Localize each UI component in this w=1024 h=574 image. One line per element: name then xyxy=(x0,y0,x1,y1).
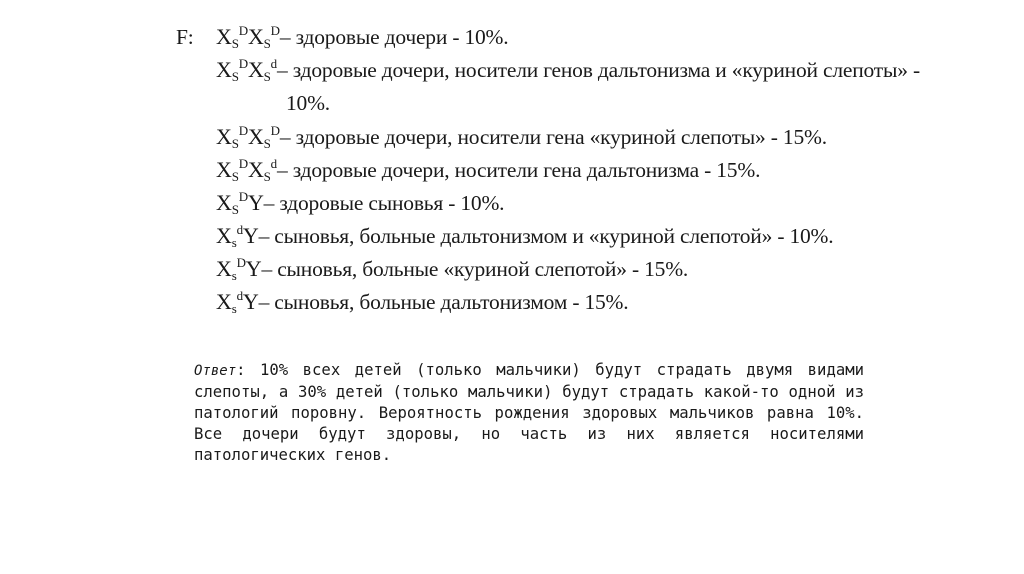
genotype-line xyxy=(216,122,827,152)
genotype-description: – здоровые сыновья - 10%. xyxy=(263,191,505,215)
generation-label: F: xyxy=(176,25,194,49)
genotype-formula: $X_S^DX_S^D$ xyxy=(216,23,280,51)
genotype-formula: $X_s^dY$ xyxy=(216,288,259,316)
answer-line: Ответ: 10% всех детей (только мальчики) будут страдать двумя видами xyxy=(194,361,864,379)
genotype-formula: $X_S^DX_S^d$ xyxy=(216,56,277,84)
genotype-description: – сыновья, больные дальтонизмом и «куриной слепотой» - 10%. xyxy=(258,224,834,248)
genotype-description: – здоровые дочери, носители гена «куриной слепоты» - 15%. xyxy=(279,125,827,149)
genotype-formula: $X_S^DX_S^d$ xyxy=(216,156,277,184)
genotype-line xyxy=(216,287,628,317)
genotype-line xyxy=(176,22,508,52)
answer-line: Все дочери будут здоровы, но часть из них является носителями xyxy=(194,425,864,443)
genotype-formula: $X_s^dY$ xyxy=(216,222,259,250)
genotype-description: – здоровые дочери, носители генов дальтонизма и «куриной слепоты» - xyxy=(276,58,920,82)
genotype-line xyxy=(216,155,760,185)
genotype-line-continuation xyxy=(286,88,330,118)
genotype-description: – здоровые дочери - 10%. xyxy=(279,25,509,49)
answer-paragraph xyxy=(194,360,864,466)
genotype-line xyxy=(216,221,833,251)
genotype-formula: $X_S^DY$ xyxy=(216,189,264,217)
genotype-line xyxy=(216,55,920,85)
genotype-description: 10%. xyxy=(286,91,330,115)
genotype-formula: $X_s^DY$ xyxy=(216,255,262,283)
genotype-formula: $X_S^DX_S^D$ xyxy=(216,123,280,151)
answer-label: Ответ xyxy=(194,363,237,379)
genotype-line xyxy=(216,188,504,218)
answer-line: патологических генов. xyxy=(194,446,392,464)
genotype-description: – сыновья, больные дальтонизмом - 15%. xyxy=(258,290,629,314)
answer-line: слепоты, а 30% детей (только мальчики) будут страдать какой-то одной из xyxy=(194,383,864,401)
genotype-description: – сыновья, больные «куриной слепотой» - 15%. xyxy=(261,257,689,281)
genotype-line xyxy=(216,254,688,284)
genotype-description: – здоровые дочери, носители гена дальтонизма - 15%. xyxy=(276,158,761,182)
answer-line: патологий поровну. Вероятность рождения здоровых мальчиков равна 10%. xyxy=(194,404,864,422)
